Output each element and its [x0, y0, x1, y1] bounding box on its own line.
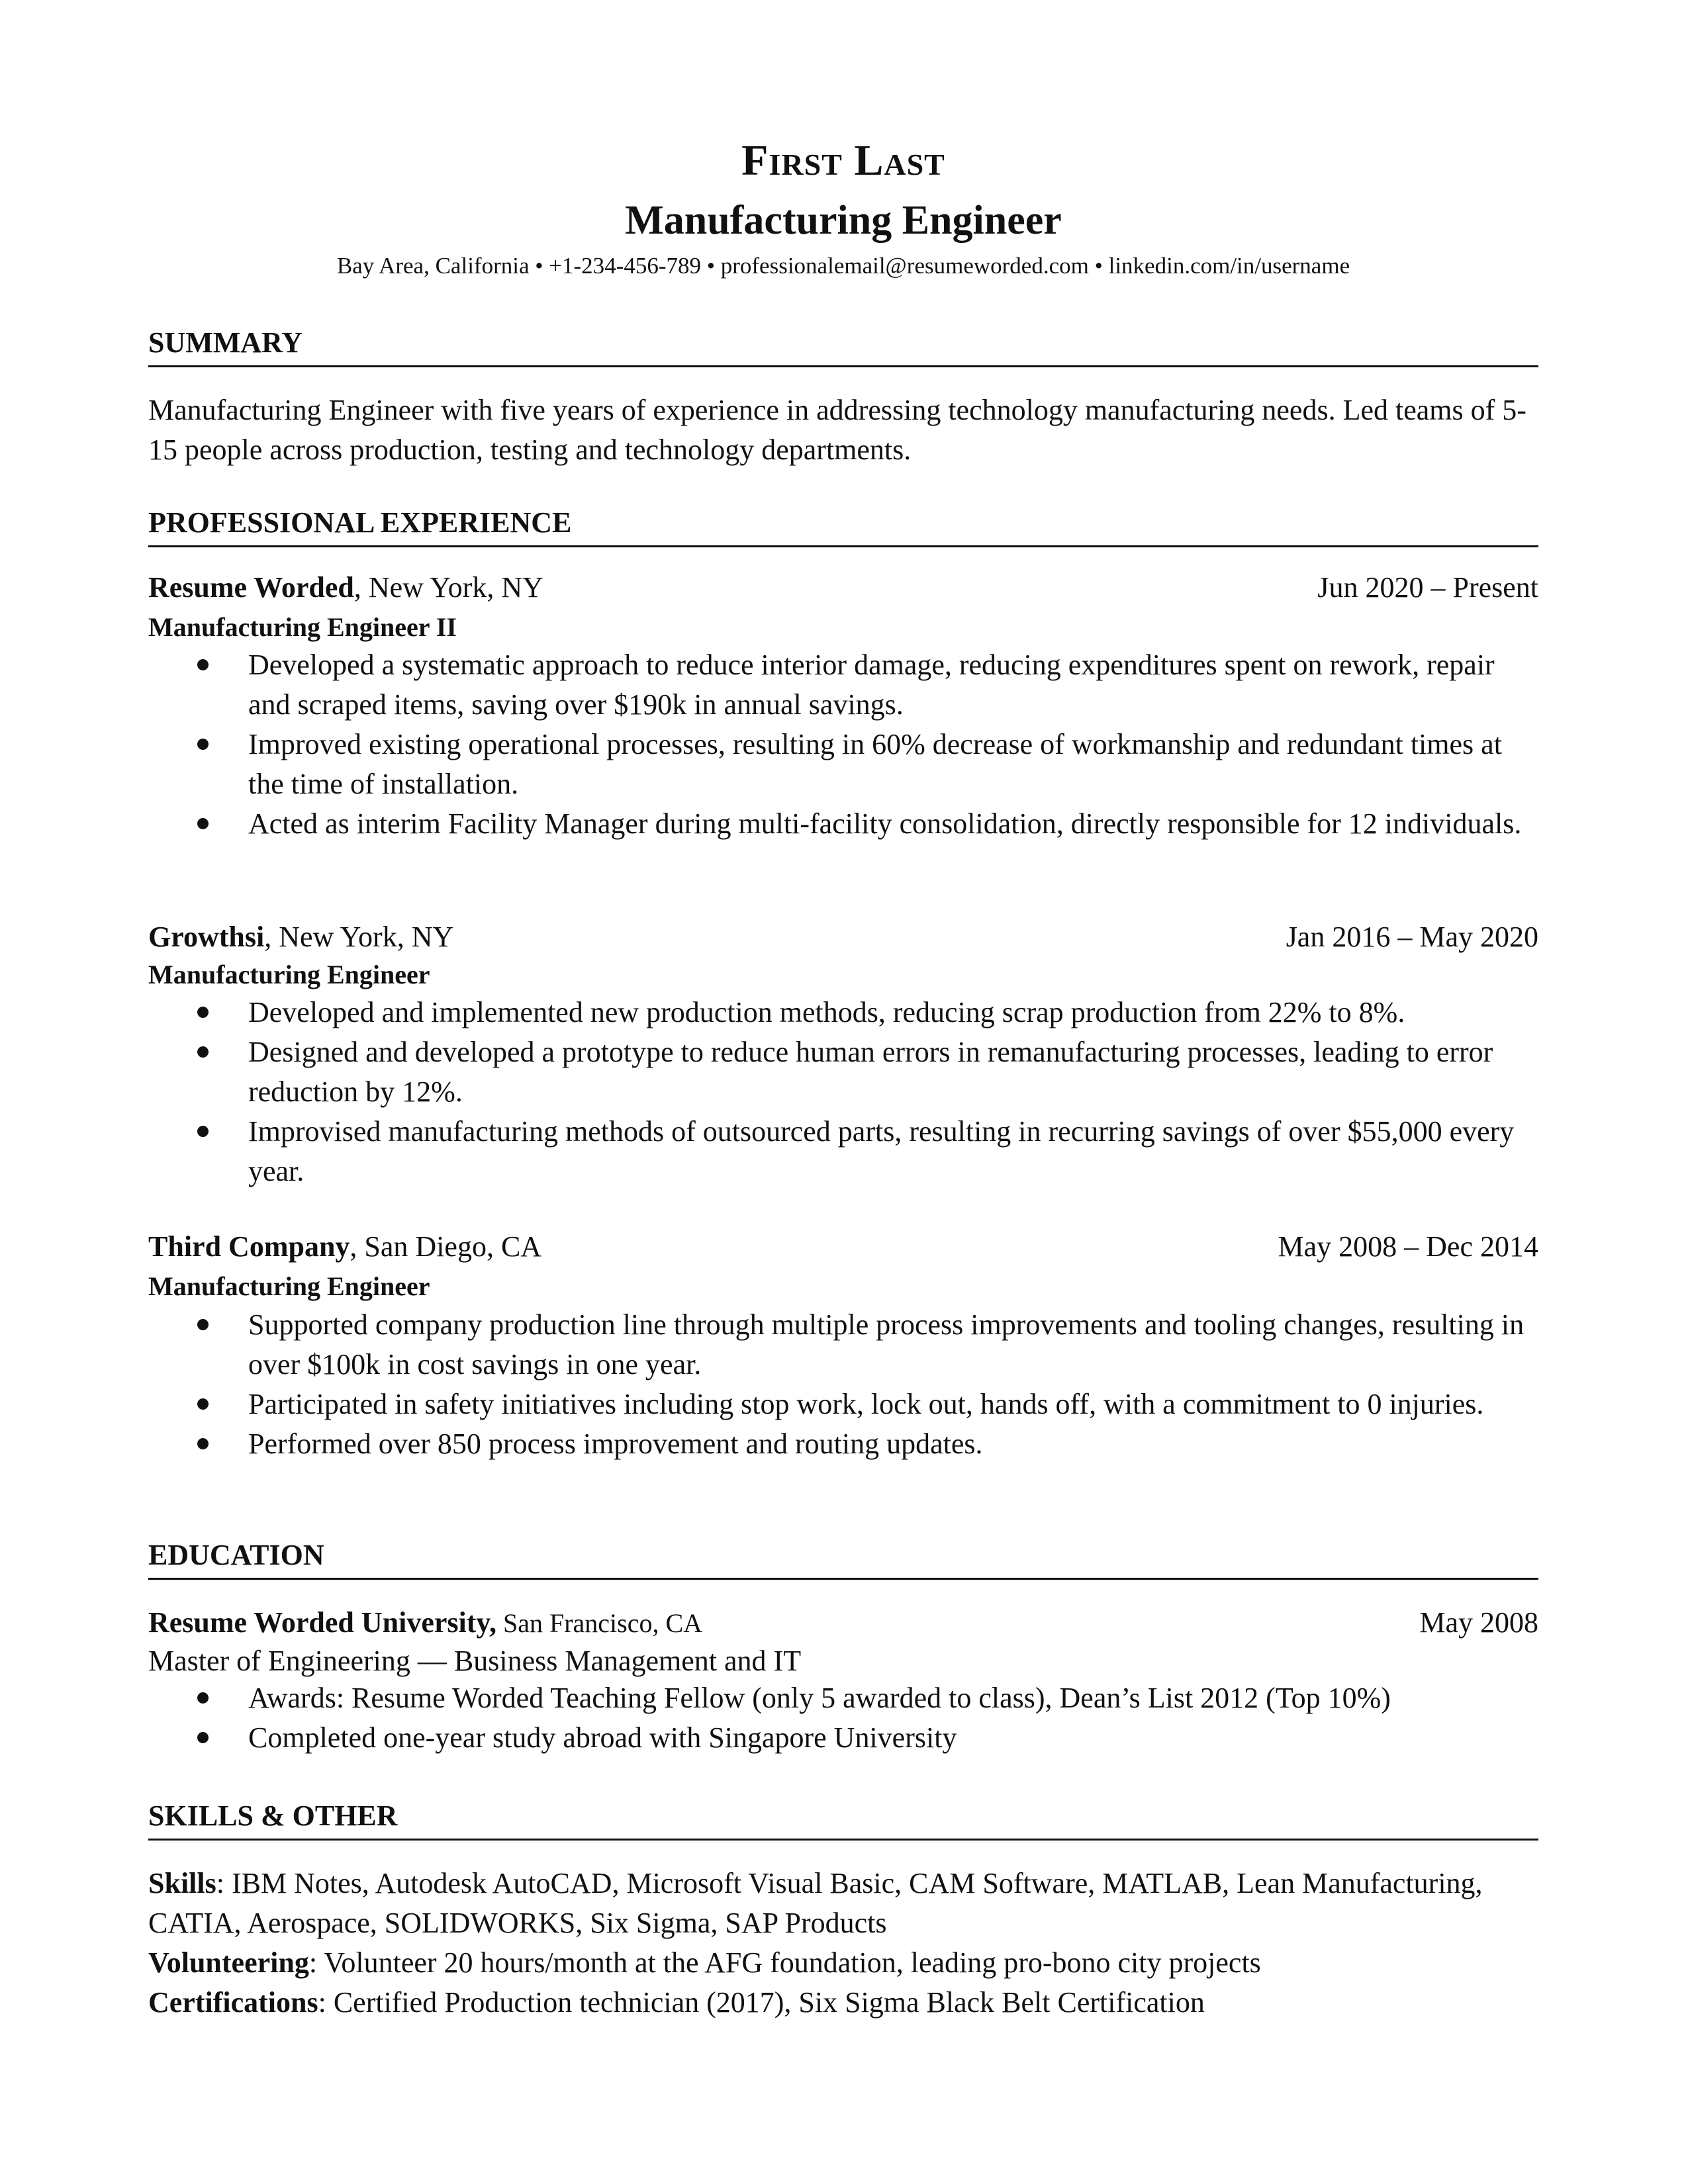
skills-block	[148, 1864, 1538, 2023]
list-item: Awards: Resume Worded Teaching Fellow (only 5 awarded to class), Dean’s List 2012 (Top 10%)	[148, 1678, 1538, 1718]
education-bullets	[148, 1678, 1538, 1758]
certifications-text: : Certified Production technician (2017), Six Sigma Black Belt Certification	[318, 1986, 1205, 2019]
volunteering-line	[148, 1943, 1538, 1983]
job-bullets	[148, 993, 1538, 1191]
job-bullets	[148, 645, 1538, 844]
degree: Master of Engineering — Business Management and IT	[148, 1645, 802, 1677]
list-item: Developed and implemented new production methods, reducing scrap production from 22% to 8%.	[148, 993, 1538, 1032]
list-item: Developed a systematic approach to reduce interior damage, reducing expenditures spent on rework, repair and scraped items, saving over $190k in annual savings.	[148, 645, 1538, 725]
job-header	[148, 923, 1538, 952]
company-location: , New York, NY	[264, 921, 454, 953]
job-role: Manufacturing Engineer	[148, 1271, 430, 1301]
skills-label: Skills	[148, 1867, 216, 1899]
job-title: Manufacturing Engineer	[625, 198, 1062, 243]
summary-text: Manufacturing Engineer with five years of experience in addressing technology manufacturing needs. Led teams of 5-15 people across production, testing and technology departments.	[148, 394, 1526, 466]
contact-line	[148, 254, 1538, 277]
list-item: Completed one-year study abroad with Singapore University	[148, 1718, 1538, 1758]
volunteering-text: : Volunteer 20 hours/month at the AFG foundation, leading pro-bono city projects	[308, 1946, 1261, 1979]
contact-phone: +1-234-456-789	[549, 253, 701, 279]
job-bullets	[148, 1305, 1538, 1464]
contact-separator: •	[706, 253, 715, 279]
education-heading: EDUCATION	[148, 1541, 1538, 1580]
summary-heading: SUMMARY	[148, 328, 1538, 367]
certifications-line	[148, 1983, 1538, 2023]
bullet-icon	[197, 1692, 209, 1704]
graduation-date: May 2008	[1419, 1606, 1538, 1639]
contact-email: professionalemail@resumeworded.com	[720, 253, 1089, 279]
contact-separator: •	[535, 253, 543, 279]
company-location: , San Diego, CA	[350, 1230, 542, 1263]
list-item: Participated in safety initiatives including stop work, lock out, hands off, with a commitment to 0 injuries.	[148, 1385, 1538, 1424]
list-item: Supported company production line through multiple process improvements and tooling changes, resulting in over $100k in cost savings in one year.	[148, 1305, 1538, 1385]
job-header	[148, 1232, 1538, 1261]
bullet-icon	[197, 1398, 209, 1410]
job-dates: Jan 2016 – May 2020	[1286, 921, 1538, 953]
list-item: Improved existing operational processes, resulting in 60% decrease of workmanship and redundant times at the time of installation.	[148, 725, 1538, 804]
job-dates: Jun 2020 – Present	[1317, 571, 1538, 604]
bullet-icon	[197, 1126, 209, 1137]
job-dates: May 2008 – Dec 2014	[1278, 1230, 1538, 1263]
company-location: , New York, NY	[353, 571, 543, 604]
bullet-icon	[197, 659, 209, 670]
school-name: Resume Worded University,	[148, 1606, 496, 1639]
school-location: San Francisco, CA	[496, 1608, 703, 1638]
job-header	[148, 573, 1538, 602]
education-header	[148, 1608, 1538, 1637]
contact-linkedin: linkedin.com/in/username	[1108, 253, 1350, 279]
bullet-icon	[197, 739, 209, 750]
contact-location: Bay Area, California	[336, 253, 530, 279]
skills-heading: SKILLS & OTHER	[148, 1801, 1538, 1841]
job-role: Manufacturing Engineer II	[148, 612, 457, 642]
list-item: Acted as interim Facility Manager during multi-facility consolidation, directly responsible for 12 individuals.	[148, 804, 1538, 844]
certifications-label: Certifications	[148, 1986, 318, 2019]
company-name: Third Company	[148, 1230, 350, 1263]
skills-text: : IBM Notes, Autodesk AutoCAD, Microsoft Visual Basic, CAM Software, MATLAB, Lean Manufacturing, CATIA, Aerospace, SOLIDWORKS, Six Sigma, SAP Products	[148, 1867, 1483, 1939]
experience-heading: PROFESSIONAL EXPERIENCE	[148, 508, 1538, 547]
volunteering-label: Volunteering	[148, 1946, 309, 1979]
list-item: Performed over 850 process improvement and routing updates.	[148, 1424, 1538, 1464]
bullet-icon	[197, 1007, 209, 1018]
contact-separator: •	[1094, 253, 1103, 279]
skills-line	[148, 1864, 1538, 1943]
company-name: Resume Worded	[148, 571, 354, 604]
job-role: Manufacturing Engineer	[148, 960, 430, 989]
bullet-icon	[197, 1046, 209, 1058]
bullet-icon	[197, 1732, 209, 1743]
bullet-icon	[197, 1319, 209, 1330]
company-name: Growthsi	[148, 921, 265, 953]
bullet-icon	[197, 1438, 209, 1449]
candidate-name: First Last	[741, 136, 945, 185]
list-item: Improvised manufacturing methods of outsourced parts, resulting in recurring savings of over $55,000 every year.	[148, 1112, 1538, 1191]
list-item: Designed and developed a prototype to reduce human errors in remanufacturing processes, leading to error reduction by 12%.	[148, 1032, 1538, 1112]
bullet-icon	[197, 818, 209, 829]
